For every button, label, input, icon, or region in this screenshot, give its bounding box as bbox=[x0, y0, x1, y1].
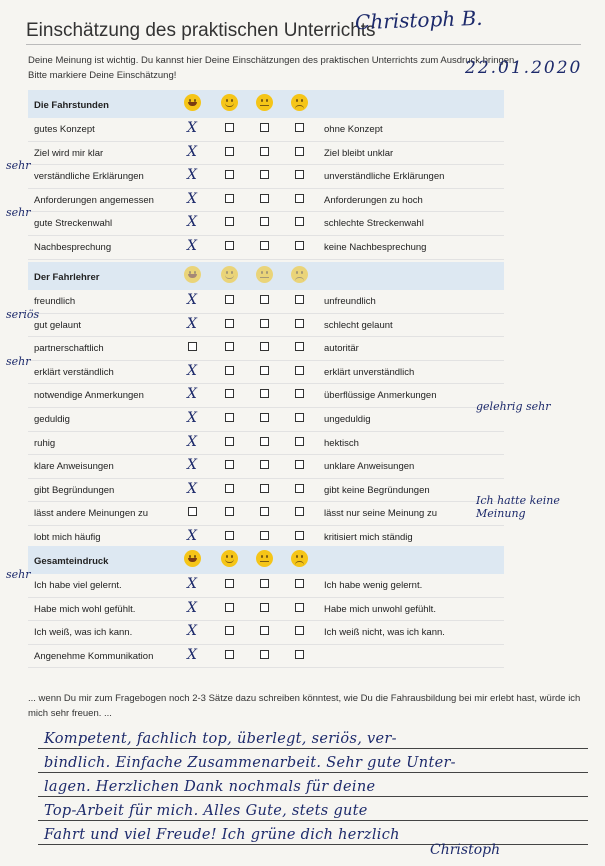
handwritten-check-mark: X bbox=[187, 623, 197, 640]
checkbox-checked[interactable] bbox=[174, 190, 210, 207]
title-divider bbox=[26, 44, 581, 45]
handwritten-check-mark: X bbox=[187, 409, 197, 426]
checkbox-checked[interactable] bbox=[174, 386, 210, 403]
handwritten-check-mark: X bbox=[187, 315, 197, 332]
checkbox[interactable] bbox=[174, 507, 210, 519]
checkbox-checked[interactable] bbox=[174, 237, 210, 254]
handwritten-check-mark: X bbox=[187, 362, 197, 379]
section-title: Gesamteindruck bbox=[34, 556, 109, 567]
checkbox[interactable] bbox=[246, 295, 282, 307]
rating-row bbox=[6, 206, 504, 236]
smiley-4-icon bbox=[291, 94, 308, 111]
checkbox[interactable] bbox=[211, 217, 247, 229]
checkbox-checked[interactable] bbox=[174, 576, 210, 592]
smiley-3-icon bbox=[256, 550, 273, 567]
checkbox[interactable] bbox=[211, 123, 247, 135]
checkbox[interactable] bbox=[281, 217, 317, 229]
checkbox[interactable] bbox=[246, 531, 282, 543]
checkbox[interactable] bbox=[281, 342, 317, 354]
checkbox[interactable] bbox=[246, 342, 282, 354]
checkbox-checked[interactable] bbox=[174, 362, 210, 379]
rating-row bbox=[28, 494, 560, 526]
positive-label: klare Anweisungen bbox=[34, 461, 114, 473]
handwritten-check-mark: X bbox=[187, 576, 197, 592]
smiley-2-icon bbox=[221, 266, 238, 283]
handwritten-check-mark: X bbox=[187, 527, 197, 544]
checkbox[interactable] bbox=[174, 342, 210, 354]
section-gesamteindruck bbox=[6, 546, 504, 668]
negative-label: lässt nur seine Meinung zu bbox=[324, 508, 438, 520]
checkbox-checked[interactable] bbox=[174, 409, 210, 426]
closing-signature: Christoph bbox=[430, 842, 501, 858]
checkbox[interactable] bbox=[211, 170, 247, 182]
checkbox[interactable] bbox=[211, 579, 247, 591]
checkbox[interactable] bbox=[211, 460, 247, 472]
checkbox[interactable] bbox=[246, 366, 282, 378]
rating-row bbox=[6, 159, 504, 189]
smiley-1-icon bbox=[184, 550, 201, 567]
rating-row bbox=[28, 189, 504, 213]
handwritten-check-mark: X bbox=[187, 292, 197, 308]
handwritten-check-mark: X bbox=[187, 433, 197, 450]
rating-row bbox=[28, 455, 504, 479]
checkbox-checked[interactable] bbox=[174, 646, 210, 663]
positive-label: lässt andere Meinungen zu bbox=[34, 508, 149, 520]
rating-row bbox=[6, 354, 504, 385]
positive-label: partnerschaftlich bbox=[34, 343, 104, 355]
checkbox[interactable] bbox=[281, 484, 317, 496]
handwritten-line: Kompetent, fachlich top, überlegt, seriös, ver- bbox=[38, 725, 588, 749]
section-header bbox=[28, 262, 504, 290]
section-header bbox=[28, 546, 504, 574]
handwritten-date: 22.01.2020 bbox=[465, 58, 583, 78]
handwritten-check-mark: X bbox=[187, 120, 197, 136]
rating-row bbox=[28, 118, 504, 142]
negative-label: unverständliche Erklärungen bbox=[324, 171, 445, 183]
checkbox[interactable] bbox=[246, 460, 282, 472]
checkbox[interactable] bbox=[211, 241, 247, 253]
smiley-3-icon bbox=[256, 94, 273, 111]
positive-label: Nachbesprechung bbox=[34, 241, 112, 253]
handwritten-check-mark: X bbox=[187, 599, 197, 616]
checkbox[interactable] bbox=[246, 123, 282, 135]
positive-label: Ziel wird mir klar bbox=[34, 147, 104, 159]
checkbox-checked[interactable] bbox=[174, 292, 210, 308]
negative-label: Ziel bleibt unklar bbox=[324, 147, 394, 159]
rating-row bbox=[28, 337, 504, 361]
section-title: Die Fahrstunden bbox=[34, 100, 109, 111]
smiley-4-icon bbox=[291, 266, 308, 283]
positive-label: gibt Begründungen bbox=[34, 484, 115, 496]
positive-label: gutes Konzept bbox=[34, 124, 95, 135]
handwritten-check-mark: X bbox=[187, 480, 197, 497]
rating-row bbox=[28, 621, 504, 645]
negative-label: hektisch bbox=[324, 437, 359, 449]
negative-label: Ich weiß nicht, was ich kann. bbox=[324, 627, 445, 639]
handwritten-check-mark: X bbox=[187, 143, 197, 160]
checkbox[interactable] bbox=[246, 579, 282, 591]
checkbox[interactable] bbox=[281, 626, 317, 638]
checkbox[interactable] bbox=[246, 147, 282, 159]
handwritten-note: seriös bbox=[6, 307, 40, 321]
checkbox[interactable] bbox=[281, 437, 317, 449]
closing-prompt: ... wenn Du mir zum Fragebogen noch 2-3 Sätze dazu schreiben könntest, wie Du die Fahrausbildung bei mir erlebt hast, würde ich mich sehr freuen. ... bbox=[28, 693, 581, 719]
smiley-2-icon bbox=[221, 550, 238, 567]
checkbox[interactable] bbox=[281, 531, 317, 543]
negative-label: autoritär bbox=[324, 343, 359, 355]
handwritten-note: Ich hatte keine Meinung bbox=[476, 494, 560, 521]
checkbox[interactable] bbox=[281, 413, 317, 425]
checkbox[interactable] bbox=[281, 460, 317, 472]
checkbox[interactable] bbox=[281, 147, 317, 159]
rating-row bbox=[28, 236, 504, 260]
checkbox[interactable] bbox=[211, 147, 247, 159]
checkbox[interactable] bbox=[281, 603, 317, 615]
positive-label: lobt mich häufig bbox=[34, 531, 101, 543]
negative-label: schlechte Streckenwahl bbox=[324, 218, 424, 230]
handwritten-check-mark: X bbox=[187, 190, 197, 207]
rating-row bbox=[28, 645, 504, 669]
handwritten-signature: Christoph B. bbox=[354, 5, 483, 35]
negative-label: gibt keine Begründungen bbox=[324, 484, 430, 496]
rating-row bbox=[28, 384, 504, 408]
negative-label: Anforderungen zu hoch bbox=[324, 194, 423, 206]
checkbox-checked[interactable] bbox=[174, 315, 210, 332]
negative-label: überflüssige Anmerkungen bbox=[324, 390, 437, 402]
handwritten-line: bindlich. Einfache Zusammenarbeit. Sehr gute Unter- bbox=[38, 749, 588, 773]
negative-label: schlecht gelaunt bbox=[324, 319, 393, 331]
handwritten-line: Top-Arbeit für mich. Alles Gute, stets gute bbox=[38, 797, 588, 821]
section-fahrstunden bbox=[6, 90, 504, 260]
rating-row bbox=[28, 399, 551, 432]
positive-label: Habe mich wohl gefühlt. bbox=[34, 603, 136, 615]
checkbox[interactable] bbox=[246, 170, 282, 182]
checkbox[interactable] bbox=[211, 507, 247, 519]
checkbox[interactable] bbox=[246, 194, 282, 206]
checkbox[interactable] bbox=[211, 342, 247, 354]
rating-row bbox=[28, 598, 504, 622]
negative-label: ungeduldig bbox=[324, 413, 371, 425]
section-title: Der Fahrlehrer bbox=[34, 272, 100, 283]
checkbox[interactable] bbox=[211, 389, 247, 401]
positive-label: geduldig bbox=[34, 413, 70, 425]
positive-label: Anforderungen angemessen bbox=[34, 194, 154, 206]
checkbox[interactable] bbox=[211, 437, 247, 449]
checkbox[interactable] bbox=[246, 507, 282, 519]
checkbox-checked[interactable] bbox=[174, 623, 210, 640]
smiley-1-icon bbox=[184, 266, 201, 283]
positive-label: verständliche Erklärungen bbox=[34, 171, 144, 183]
checkbox[interactable] bbox=[281, 295, 317, 307]
checkbox[interactable] bbox=[246, 319, 282, 331]
checkbox[interactable] bbox=[211, 531, 247, 543]
negative-label: ohne Konzept bbox=[324, 124, 383, 135]
checkbox[interactable] bbox=[211, 603, 247, 615]
checkbox[interactable] bbox=[211, 626, 247, 638]
checkbox[interactable] bbox=[246, 603, 282, 615]
positive-label: Angenehme Kommunikation bbox=[34, 650, 154, 662]
rating-row bbox=[6, 307, 504, 338]
handwritten-check-mark: X bbox=[187, 646, 197, 663]
handwritten-note: sehr bbox=[6, 568, 31, 581]
checkbox[interactable] bbox=[281, 389, 317, 401]
negative-label: unfreundlich bbox=[324, 296, 376, 307]
checkbox-checked[interactable] bbox=[174, 599, 210, 616]
negative-label: Ich habe wenig gelernt. bbox=[324, 580, 423, 591]
negative-label: erklärt unverständlich bbox=[324, 366, 415, 378]
handwritten-comment bbox=[38, 725, 588, 845]
checkbox[interactable] bbox=[211, 650, 247, 662]
checkbox[interactable] bbox=[246, 437, 282, 449]
smiley-2-icon bbox=[221, 94, 238, 111]
handwritten-check-mark: X bbox=[187, 457, 197, 474]
checkbox[interactable] bbox=[246, 626, 282, 638]
handwritten-check-mark: X bbox=[187, 386, 197, 403]
checkbox[interactable] bbox=[246, 650, 282, 662]
checkbox[interactable] bbox=[246, 413, 282, 425]
checkbox-checked[interactable] bbox=[174, 480, 210, 497]
checkbox[interactable] bbox=[281, 194, 317, 206]
checkbox-checked[interactable] bbox=[174, 120, 210, 136]
checkbox-checked[interactable] bbox=[174, 433, 210, 450]
checkbox[interactable] bbox=[211, 319, 247, 331]
checkbox[interactable] bbox=[246, 389, 282, 401]
negative-label: kritisiert mich ständig bbox=[324, 531, 413, 543]
positive-label: notwendige Anmerkungen bbox=[34, 390, 144, 402]
checkbox[interactable] bbox=[246, 484, 282, 496]
intro-line-1: Deine Meinung ist wichtig. Du kannst hier Deine Einschätzungen des praktischen Unterrichts zum Ausdruck bringen. bbox=[28, 55, 517, 66]
checkbox-checked[interactable] bbox=[174, 143, 210, 160]
checkbox-checked[interactable] bbox=[174, 527, 210, 544]
handwritten-note: sehr bbox=[6, 159, 31, 173]
positive-label: freundlich bbox=[34, 296, 76, 307]
handwritten-note: gelehrig sehr bbox=[476, 399, 551, 413]
checkbox[interactable] bbox=[281, 366, 317, 378]
checkbox-checked[interactable] bbox=[174, 457, 210, 474]
checkbox[interactable] bbox=[211, 295, 247, 307]
checkbox[interactable] bbox=[211, 484, 247, 496]
checkbox[interactable] bbox=[211, 366, 247, 378]
rating-row bbox=[28, 479, 504, 503]
checkbox[interactable] bbox=[281, 650, 317, 662]
checkbox[interactable] bbox=[281, 241, 317, 253]
handwritten-line: lagen. Herzlichen Dank nochmals für deine bbox=[38, 773, 588, 797]
checkbox[interactable] bbox=[281, 123, 317, 135]
form-title: Einschätzung des praktischen Unterrichts bbox=[26, 20, 376, 41]
checkbox-checked[interactable] bbox=[174, 167, 210, 184]
negative-label: Habe mich unwohl gefühlt. bbox=[324, 603, 436, 615]
negative-label: unklare Anweisungen bbox=[324, 461, 415, 473]
intro-line-2: Bitte markiere Deine Einschätzung! bbox=[28, 70, 177, 81]
handwritten-line: Fahrt und viel Freude! Ich grüne dich herzlich bbox=[38, 821, 588, 845]
positive-label: ruhig bbox=[34, 437, 56, 449]
checkbox[interactable] bbox=[281, 579, 317, 591]
rating-row bbox=[28, 290, 504, 314]
rating-row bbox=[28, 142, 504, 166]
positive-label: Ich weiß, was ich kann. bbox=[34, 627, 133, 639]
handwritten-check-mark: X bbox=[187, 214, 197, 231]
handwritten-note: sehr bbox=[6, 354, 31, 368]
rating-row bbox=[28, 432, 504, 456]
checkbox[interactable] bbox=[246, 217, 282, 229]
rating-row bbox=[6, 568, 504, 598]
checkbox-checked[interactable] bbox=[174, 214, 210, 231]
section-header bbox=[28, 90, 504, 118]
handwritten-check-mark: X bbox=[187, 237, 197, 254]
smiley-1-icon bbox=[184, 94, 201, 111]
positive-label: gute Streckenwahl bbox=[34, 218, 113, 230]
section-fahrlehrer bbox=[6, 262, 560, 550]
positive-label: gut gelaunt bbox=[34, 319, 82, 331]
checkbox[interactable] bbox=[281, 507, 317, 519]
positive-label: Ich habe viel gelernt. bbox=[34, 580, 122, 591]
checkbox[interactable] bbox=[281, 170, 317, 182]
smiley-3-icon bbox=[256, 266, 273, 283]
checkbox[interactable] bbox=[211, 194, 247, 206]
handwritten-check-mark: X bbox=[187, 167, 197, 184]
smiley-4-icon bbox=[291, 550, 308, 567]
handwritten-note: sehr bbox=[6, 206, 31, 220]
negative-label: keine Nachbesprechung bbox=[324, 241, 427, 253]
checkbox[interactable] bbox=[211, 413, 247, 425]
checkbox[interactable] bbox=[281, 319, 317, 331]
checkbox[interactable] bbox=[246, 241, 282, 253]
positive-label: erklärt verständlich bbox=[34, 366, 114, 378]
